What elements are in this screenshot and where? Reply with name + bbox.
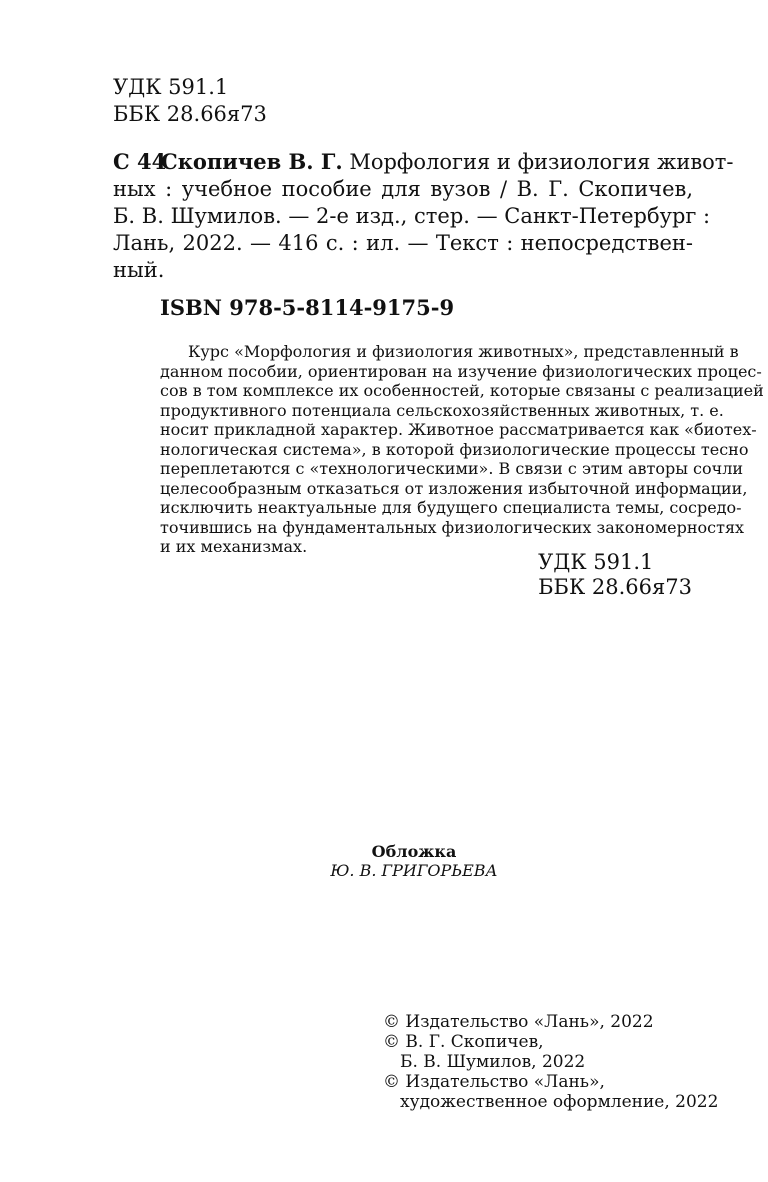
bibliographic-line: [161, 148, 734, 176]
author-name: Скопичев В. Г.: [161, 149, 343, 174]
bibliographic-continuation: [113, 176, 711, 284]
abstract-line: данном пособии, ориентирован на изучение физиологических процес-: [160, 361, 762, 381]
abstract-line: точившись на фундаментальных физиологических закономерностях: [160, 517, 745, 537]
bottom-classification: [538, 550, 692, 600]
udk-code: УДК 591.1: [113, 75, 229, 99]
cover-credit: [0, 842, 768, 880]
abstract-line: носит прикладной характер. Животное рассматривается как «биотех-: [160, 420, 757, 439]
isbn: ISBN 978-5-8114-9175-9: [160, 295, 455, 320]
cover-designer: Ю. В. ГРИГОРЬЕВА: [330, 861, 498, 880]
bibliographic-line: Лань, 2022. — 416 с. : ил. — Текст : непосредствен-: [113, 231, 693, 255]
author-mark: С 44: [113, 149, 167, 174]
abstract-line: нологическая система», в которой физиологические процессы тесно: [160, 439, 749, 459]
copyright-line: Б. В. Шумилов, 2022: [400, 1052, 586, 1072]
bibliographic-line: ных : учебное пособие для вузов / В. Г. Скопичев,: [113, 177, 693, 201]
abstract-line: сов в том комплексе их особенностей, которые связаны с реализацией: [160, 381, 764, 400]
cover-label: Обложка: [371, 842, 457, 861]
abstract-line: исключить неактуальные для будущего специалиста темы, сосредо-: [160, 498, 742, 517]
abstract-line: Курс «Морфология и физиология животных», представленный в: [188, 342, 739, 361]
bibliographic-line: Б. В. Шумилов. — 2-е изд., стер. — Санкт-Петербург :: [113, 204, 711, 228]
abstract-line: целесообразным отказаться от изложения избыточной информации,: [160, 478, 748, 498]
copyright-block: [383, 1012, 718, 1112]
copyright-line: © В. Г. Скопичев,: [383, 1032, 544, 1052]
abstract: [160, 342, 764, 557]
copyright-line: художественное оформление, 2022: [400, 1092, 719, 1112]
bbk-code: ББК 28.66я73: [538, 575, 692, 599]
bibliographic-description: [161, 148, 734, 176]
title-start: Морфология и физиология живот-: [349, 150, 734, 174]
copyright-line: © Издательство «Лань», 2022: [383, 1012, 654, 1032]
abstract-line: продуктивного потенциала сельскохозяйственных животных, т. е.: [160, 400, 724, 420]
bibliographic-entry: [113, 148, 734, 284]
abstract-line: и их механизмах.: [160, 537, 308, 556]
bbk-code: ББК 28.66я73: [113, 102, 267, 126]
udk-code: УДК 591.1: [538, 550, 654, 574]
top-classification: [113, 74, 267, 128]
bibliographic-line: ный.: [113, 258, 165, 282]
copyright-line: © Издательство «Лань»,: [383, 1072, 605, 1092]
abstract-line: переплетаются с «технологическими». В связи с этим авторы сочли: [160, 459, 744, 478]
